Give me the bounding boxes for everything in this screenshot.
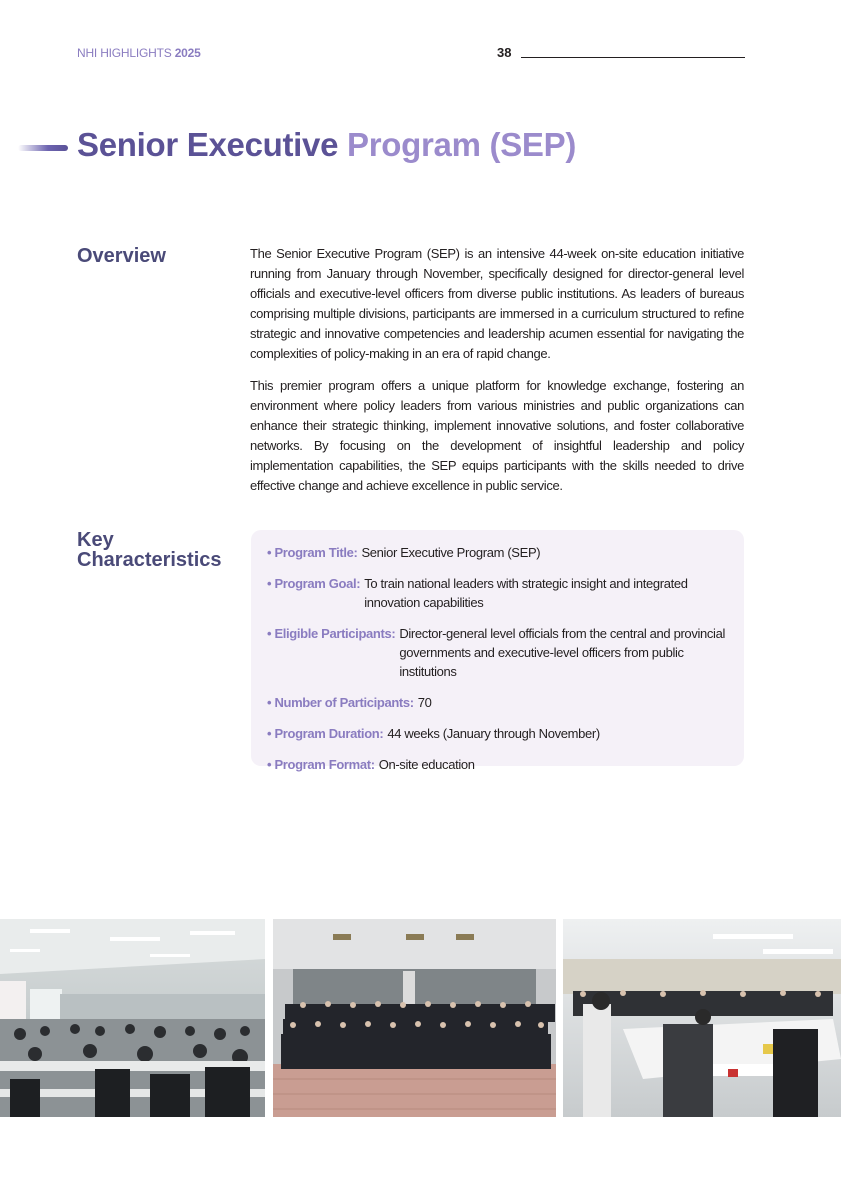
photo-activity xyxy=(563,919,841,1117)
key-characteristics-heading-line1: Key xyxy=(77,529,114,551)
overview-body xyxy=(250,244,744,508)
photo-lecture-hall xyxy=(0,919,265,1117)
key-characteristics-box xyxy=(251,530,744,772)
page-title-part2: Program (SEP) xyxy=(347,126,577,163)
key-item-program-title xyxy=(267,543,728,562)
key-item-label: • Number of Participants: xyxy=(267,695,414,710)
overview-heading: Overview xyxy=(77,245,166,267)
photo-group xyxy=(273,919,556,1117)
key-item-value: On-site education xyxy=(378,757,475,772)
header-year: 2025 xyxy=(174,46,201,60)
key-item-eligible-participants xyxy=(267,624,728,681)
key-item-program-duration xyxy=(267,724,728,743)
key-characteristics-heading xyxy=(77,530,222,570)
key-item-program-format xyxy=(267,755,728,774)
header-publication xyxy=(77,46,201,60)
header-publication-name: NHI HIGHLIGHTS xyxy=(77,46,172,60)
key-item-value: To train national leaders with strategic insight and integrated innovation capabilities xyxy=(364,576,688,610)
page-title xyxy=(77,126,576,164)
title-accent-dash xyxy=(18,145,68,151)
header-rule xyxy=(521,57,745,58)
page-number: 38 xyxy=(497,45,512,60)
key-item-label: • Eligible Participants: xyxy=(267,626,396,641)
key-item-value: Senior Executive Program (SEP) xyxy=(361,545,541,560)
page-title-part1: Senior Executive xyxy=(77,126,339,163)
key-item-label: • Program Duration: xyxy=(267,726,384,741)
key-item-value: 44 weeks (January through November) xyxy=(387,726,600,741)
key-item-number-of-participants xyxy=(267,693,728,712)
key-item-label: • Program Goal: xyxy=(267,576,361,591)
overview-paragraph-1: The Senior Executive Program (SEP) is an intensive 44-week on-site education initiative running from January through November, specifically designed for director-general level officials and executive-level officers from diverse public institutions. As leaders of bureaus comprising multiple divisions, participants are immersed in a curriculum structured to refine strategic and innovative competencies and leadership acumen essential for navigating the complexities of policy-making in an era of rapid change. xyxy=(250,246,744,361)
key-item-value: Director-general level officials from the central and provincial governments and executive-level officers from public institutions xyxy=(399,626,725,679)
key-item-label: • Program Format: xyxy=(267,757,375,772)
key-characteristics-heading-line2: Characteristics xyxy=(77,549,222,571)
key-item-label: • Program Title: xyxy=(267,545,358,560)
overview-paragraph-2: This premier program offers a unique platform for knowledge exchange, fostering an environment where policy leaders from various ministries and public organizations can enhance their strategic thinking, implement innovative solutions, and foster collaborative networks. By focusing on the development of insightful leadership and policy implementation capabilities, the SEP equips participants with the skills needed to drive effective change and achieve excellence in public service. xyxy=(250,378,744,493)
key-item-program-goal xyxy=(267,574,728,612)
key-item-value: 70 xyxy=(417,695,432,710)
